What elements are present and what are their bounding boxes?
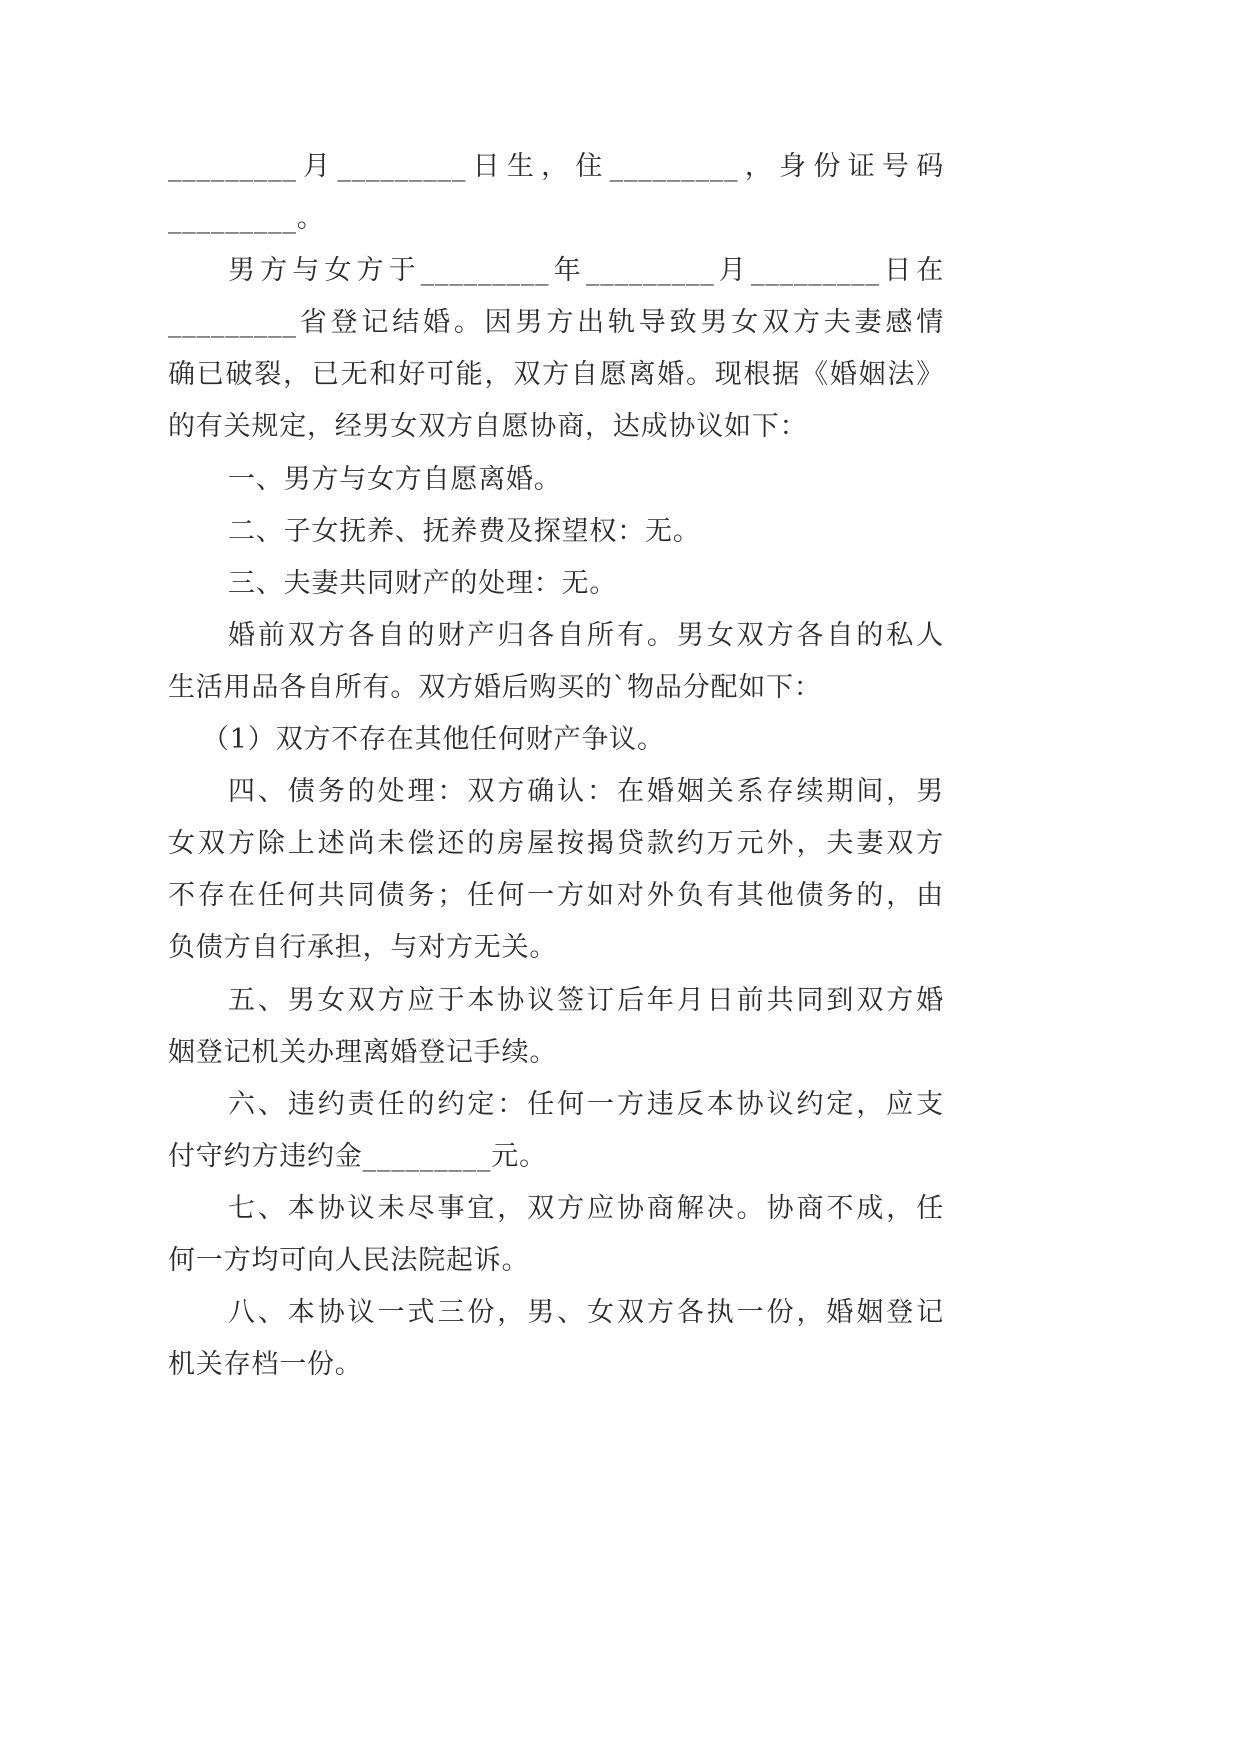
clause-3 bbox=[168, 558, 944, 610]
paragraph-line: 负债方自行承担，与对方无关。 bbox=[168, 932, 558, 964]
paragraph-line: 生活用品各自所有。双方婚后购买的`物品分配如下： bbox=[168, 671, 822, 703]
paragraph-line: _________。 bbox=[168, 203, 325, 235]
paragraph-line: 姻登记机关办理离婚登记手续。 bbox=[168, 1036, 558, 1068]
clause-3-item-1 bbox=[168, 714, 944, 766]
clause-7 bbox=[168, 1183, 944, 1287]
clause-8 bbox=[168, 1287, 944, 1391]
paragraph-line: 三、夫妻共同财产的处理：无。 bbox=[228, 567, 618, 599]
paragraph-line: 六、违约责任的约定：任何一方违反本协议约定，应支 bbox=[228, 1088, 944, 1120]
paragraph-line: 八、本协议一式三份，男、女双方各执一份，婚姻登记 bbox=[228, 1297, 944, 1329]
paragraph-line: 七、本协议未尽事宜，双方应协商解决。协商不成，任 bbox=[228, 1192, 944, 1224]
clause-5 bbox=[168, 975, 944, 1079]
paragraph-line: 女双方除上述尚未偿还的房屋按揭贷款约万元外，夫妻双方 bbox=[168, 828, 944, 860]
paragraph-line: 付守约方违约金_________元。 bbox=[168, 1140, 547, 1172]
paragraph-line: 婚前双方各自的财产归各自所有。男女双方各自的私人 bbox=[228, 619, 944, 651]
document-body bbox=[168, 141, 944, 1391]
clause-4 bbox=[168, 766, 944, 974]
paragraph-line: （1）双方不存在其他任何财产争议。 bbox=[202, 724, 665, 756]
paragraph-marriage-registration bbox=[168, 245, 944, 453]
paragraph-line: 一、男方与女方自愿离婚。 bbox=[228, 463, 562, 495]
paragraph-line: 男方与女方于_________年_________月_________日在 bbox=[228, 255, 944, 287]
clause-6 bbox=[168, 1079, 944, 1183]
clause-3-property bbox=[168, 610, 944, 714]
clause-1 bbox=[168, 454, 944, 506]
paragraph-line: 机关存档一份。 bbox=[168, 1349, 363, 1381]
paragraph-line: 四、债务的处理：双方确认：在婚姻关系存续期间，男 bbox=[228, 776, 944, 808]
paragraph-line: 的有关规定，经男女双方自愿协商，达成协议如下： bbox=[168, 411, 808, 443]
paragraph-line: _________月_________日生，住_________，身份证号码 bbox=[168, 151, 944, 182]
paragraph-line: 二、子女抚养、抚养费及探望权：无。 bbox=[228, 515, 701, 547]
paragraph-line: 确已破裂，已无和好可能，双方自愿离婚。现根据《婚姻法》 bbox=[168, 359, 944, 391]
paragraph-line: 五、男女双方应于本协议签订后年月日前共同到双方婚 bbox=[228, 984, 944, 1016]
paragraph-line: _________省登记结婚。因男方出轨导致男女双方夫妻感情 bbox=[168, 307, 944, 339]
paragraph-line: 不存在任何共同债务；任何一方如对外负有其他债务的，由 bbox=[168, 880, 944, 912]
paragraph-personal-info bbox=[168, 141, 944, 245]
paragraph-line: 何一方均可向人民法院起诉。 bbox=[168, 1244, 530, 1276]
clause-2 bbox=[168, 506, 944, 558]
